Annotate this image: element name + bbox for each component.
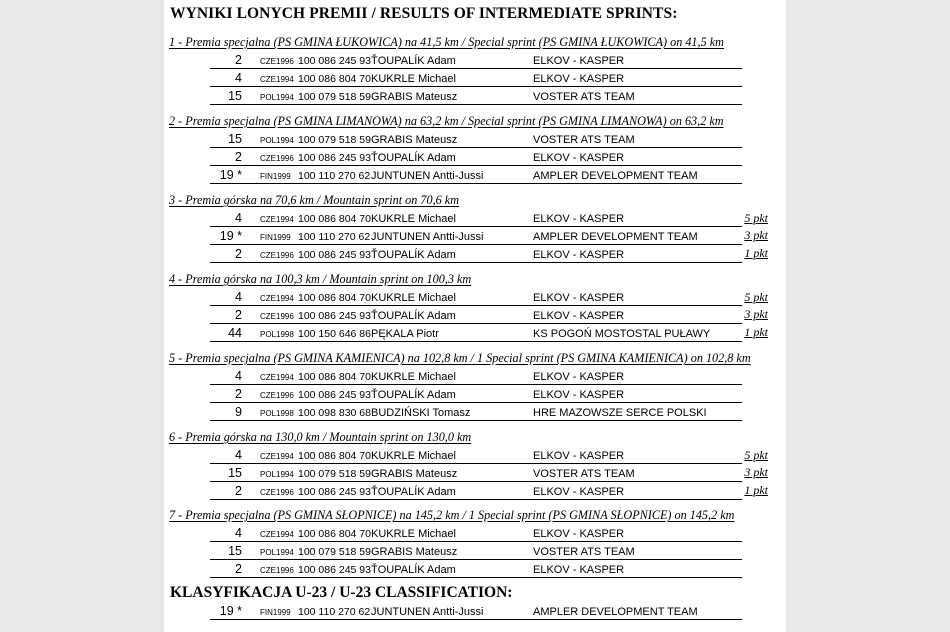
uci-id: 100 079 518 59 [298,134,371,147]
points-value: 5 pkt [744,210,768,225]
points-value: 3 pkt [744,228,768,243]
team-name: VOSTER ATS TEAM [533,467,635,480]
rider-name: PĘKALA Piotr [371,327,439,340]
bib-number: 4 [235,448,242,463]
team-name: ELKOV - KASPER [533,55,625,68]
u23-title: KLASYFIKACJA U-23 / U-23 CLASSIFICATION: [170,584,513,601]
bib-number: 2 [235,149,242,164]
bib-number: 4 [235,70,242,85]
uci-id: 100 079 518 59 [298,90,371,103]
rider-name: ŤOUPALÍK Adam [371,309,456,322]
uci-id: 100 086 245 93 [298,248,371,261]
result-row [210,244,742,263]
rider-name: ŤOUPALÍK Adam [371,55,456,68]
team-name: ELKOV - KASPER [533,485,625,498]
result-row [210,305,742,324]
result-row [210,209,742,228]
rider-name: JUNTUNEN Antti-Jussi [371,230,484,243]
nation-code: POL1998 [260,329,294,339]
nation-code: POL1994 [260,469,294,479]
team-name: ELKOV - KASPER [533,450,625,463]
team-name: ELKOV - KASPER [533,371,625,384]
bib-number: 4 [235,526,242,541]
result-row [210,446,742,465]
bib-number: 15 [228,88,242,103]
nation-code: FIN1999 [260,171,291,181]
uci-id: 100 098 830 68 [298,406,371,419]
rider-name: JUNTUNEN Antti-Jussi [371,605,484,618]
uci-id: 100 150 646 86 [298,327,371,340]
section-title: 3 - Premia górska na 70,6 km / Mountain sprint on 70,6 km [169,193,459,207]
result-row [210,68,742,87]
nation-code: CZE1994 [260,373,294,383]
rider-name: KUKRLE Michael [371,213,456,226]
rider-name: GRABIS Mateusz [371,545,458,558]
nation-code: POL1994 [260,92,294,102]
nation-code: CZE1994 [260,215,294,225]
bib-number: 2 [235,386,242,401]
result-row [210,147,742,166]
nation-code: POL1994 [260,547,294,557]
nation-code: CZE1996 [260,57,294,67]
bib-number: 9 [235,404,242,419]
uci-id: 100 110 270 62 [298,230,371,243]
team-name: ELKOV - KASPER [533,388,625,401]
bib-number: 4 [235,369,242,384]
rider-name: GRABIS Mateusz [371,134,458,147]
team-name: HRE MAZOWSZE SERCE POLSKI [533,406,707,419]
team-name: AMPLER DEVELOPMENT TEAM [533,605,698,618]
bib-number: 15 [228,465,242,480]
team-name: ELKOV - KASPER [533,563,625,576]
uci-id: 100 110 270 62 [298,605,371,618]
rider-name: KUKRLE Michael [371,72,456,85]
bib-number: 15 [228,543,242,558]
bib-number: 44 [228,325,242,340]
nation-code: FIN1999 [260,232,291,242]
result-row [210,559,742,578]
rider-name: GRABIS Mateusz [371,90,458,103]
rider-name: KUKRLE Michael [371,450,456,463]
nation-code: CZE1996 [260,390,294,400]
bib-number: 4 [235,211,242,226]
result-row [210,165,742,184]
team-name: ELKOV - KASPER [533,292,625,305]
uci-id: 100 086 245 93 [298,309,371,322]
result-row [210,226,742,245]
uci-id: 100 086 804 70 [298,292,371,305]
points-value: 5 pkt [744,447,768,462]
bib-number: 19 * [219,228,242,243]
nation-code: CZE1996 [260,153,294,163]
uci-id: 100 110 270 62 [298,169,371,182]
uci-id: 100 086 804 70 [298,371,371,384]
nation-code: CZE1994 [260,294,294,304]
team-name: ELKOV - KASPER [533,151,625,164]
uci-id: 100 086 245 93 [298,151,371,164]
nation-code: CZE1996 [260,565,294,575]
nation-code: POL1998 [260,408,294,418]
section-title: 6 - Premia górska na 130,0 km / Mountain sprint on 130,0 km [169,430,472,444]
rider-name: KUKRLE Michael [371,528,456,541]
section-title: 5 - Premia specjalna (PS GMINA KAMIENICA) na 102,8 km / 1 Special sprint (PS GMINA KAMIENICA) on 102,8 km [169,351,751,365]
results-page [164,0,786,632]
nation-code: CZE1996 [260,487,294,497]
result-row [210,463,742,482]
uci-id: 100 086 245 93 [298,485,371,498]
team-name: VOSTER ATS TEAM [533,134,635,147]
rider-name: KUKRLE Michael [371,371,456,384]
nation-code: FIN1999 [260,607,291,617]
rider-name: JUNTUNEN Antti-Jussi [371,169,484,182]
points-value: 3 pkt [744,465,768,480]
uci-id: 100 086 804 70 [298,213,371,226]
uci-id: 100 086 245 93 [298,388,371,401]
bib-number: 19 * [219,167,242,182]
bib-number: 2 [235,561,242,576]
rider-name: ŤOUPALÍK Adam [371,485,456,498]
result-row [210,323,742,342]
team-name: ELKOV - KASPER [533,528,625,541]
nation-code: POL1994 [260,136,294,146]
uci-id: 100 086 245 93 [298,55,371,68]
uci-id: 100 086 804 70 [298,528,371,541]
team-name: ELKOV - KASPER [533,213,625,226]
nation-code: CZE1994 [260,530,294,540]
nation-code: CZE1996 [260,311,294,321]
bib-number: 19 * [219,603,242,618]
uci-id: 100 079 518 59 [298,467,371,480]
result-row [210,51,742,70]
nation-code: CZE1994 [260,452,294,462]
points-value: 5 pkt [744,289,768,304]
result-row [210,86,742,105]
rider-name: BUDZIŃSKI Tomasz [371,406,471,419]
bib-number: 15 [228,132,242,147]
team-name: KS POGOŃ MOSTOSTAL PUŁAWY [533,327,711,340]
points-value: 3 pkt [744,307,768,322]
uci-id: 100 086 804 70 [298,450,371,463]
team-name: AMPLER DEVELOPMENT TEAM [533,230,698,243]
rider-name: ŤOUPALÍK Adam [371,388,456,401]
points-value: 1 pkt [744,324,768,339]
team-name: ELKOV - KASPER [533,248,625,261]
result-row [210,481,742,500]
uci-id: 100 079 518 59 [298,545,371,558]
section-title: 2 - Premia specjalna (PS GMINA LIMANOWA) na 63,2 km / Special sprint (PS GMINA LIMANOWA) on 63,2 km [169,114,724,128]
team-name: ELKOV - KASPER [533,309,625,322]
rider-name: GRABIS Mateusz [371,467,458,480]
team-name: AMPLER DEVELOPMENT TEAM [533,169,698,182]
team-name: VOSTER ATS TEAM [533,545,635,558]
result-row [210,384,742,403]
result-row [210,541,742,560]
nation-code: CZE1994 [260,74,294,84]
team-name: VOSTER ATS TEAM [533,90,635,103]
rider-name: ŤOUPALÍK Adam [371,563,456,576]
section-title: 1 - Premia specjalna (PS GMINA ŁUKOWICA) na 41,5 km / Special sprint (PS GMINA ŁUKOWICA) on 41,5 km [169,35,724,49]
rider-name: ŤOUPALÍK Adam [371,248,456,261]
result-row [210,130,742,149]
team-name: ELKOV - KASPER [533,72,625,85]
bib-number: 2 [235,307,242,322]
result-row [210,524,742,543]
section-title: 7 - Premia specjalna (PS GMINA SŁOPNICE) na 145,2 km / 1 Special sprint (PS GMINA SŁOPNICE) on 145,2 km [169,508,735,522]
bib-number: 2 [235,483,242,498]
bib-number: 2 [235,246,242,261]
bib-number: 4 [235,290,242,305]
points-value: 1 pkt [744,482,768,497]
result-row [210,367,742,386]
rider-name: KUKRLE Michael [371,292,456,305]
points-value: 1 pkt [744,245,768,260]
section-title: 4 - Premia górska na 100,3 km / Mountain sprint on 100,3 km [169,272,472,286]
result-row [210,402,742,421]
rider-name: ŤOUPALÍK Adam [371,151,456,164]
page-title: WYNIKI LONYCH PREMII / RESULTS OF INTERMEDIATE SPRINTS: [170,5,678,22]
result-row [210,288,742,307]
uci-id: 100 086 245 93 [298,563,371,576]
uci-id: 100 086 804 70 [298,72,371,85]
nation-code: CZE1996 [260,250,294,260]
result-row [210,601,742,620]
bib-number: 2 [235,53,242,68]
